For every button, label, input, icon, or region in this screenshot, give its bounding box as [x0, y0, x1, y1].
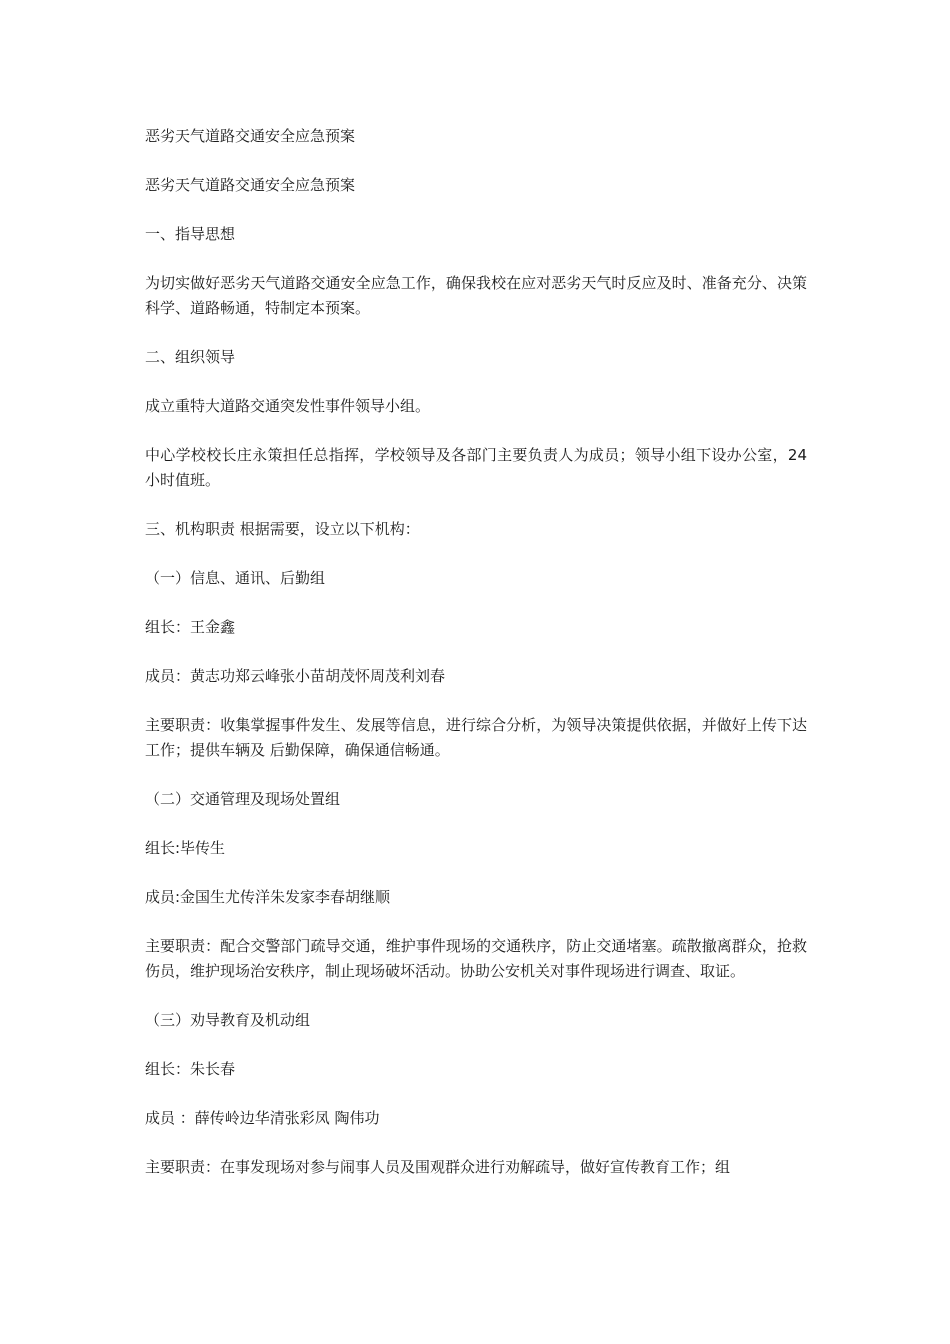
paragraph-commander: 中心学校校长庄永策担任总指挥，学校领导及各部门主要负责人为成员；领导小组下设办公室，24 小时值班。	[145, 446, 807, 489]
group-leader-1: 组长：王金鑫	[145, 618, 236, 636]
document-subtitle: 恶劣天气道路交通安全应急预案	[145, 176, 356, 194]
group-duties-2: 主要职责：配合交警部门疏导交通，维护事件现场的交通秩序，防止交通堵塞。疏散撤离群众，抢救伤员，维护现场治安秩序，制止现场破坏活动。协助公安机关对事件现场进行调查、取证。	[145, 937, 807, 980]
section-heading-guiding-ideology: 一、指导思想	[145, 225, 236, 243]
paragraph-purpose: 为切实做好恶劣天气道路交通安全应急工作，确保我校在应对恶劣天气时反应及时、准备充分、决策科学、道路畅通，特制定本预案。	[145, 274, 807, 317]
group-members-2: 成员:金国生尤传洋朱发家李春胡继顺	[145, 888, 391, 906]
group-members-1: 成员：黄志功郑云峰张小苗胡茂怀周茂利刘春	[145, 667, 446, 685]
group-duties-1: 主要职责：收集掌握事件发生、发展等信息，进行综合分析，为领导决策提供依据，并做好上传下达工作；提供车辆及 后勤保障，确保通信畅通。	[145, 716, 807, 759]
group-heading-info-comm-logistics: （一）信息、通讯、后勤组	[145, 569, 326, 587]
group-members-3: 成员 ：薛传岭边华清张彩凤 陶伟功	[145, 1109, 380, 1127]
section-heading-responsibilities: 三、机构职责 根据需要，设立以下机构：	[145, 520, 420, 538]
group-duties-3: 主要职责：在事发现场对参与闹事人员及围观群众进行劝解疏导，做好宣传教育工作；组	[145, 1158, 731, 1176]
group-leader-3: 组长：朱长春	[145, 1060, 236, 1078]
document-body	[145, 124, 807, 1204]
group-leader-2: 组长:毕传生	[145, 839, 226, 857]
section-heading-organization: 二、组织领导	[145, 348, 236, 366]
group-heading-persuasion-education: （三）劝导教育及机动组	[145, 1011, 311, 1029]
paragraph-leading-group: 成立重特大道路交通突发性事件领导小组。	[145, 397, 431, 415]
document-title: 恶劣天气道路交通安全应急预案	[145, 127, 356, 145]
group-heading-traffic-management: （二）交通管理及现场处置组	[145, 790, 341, 808]
